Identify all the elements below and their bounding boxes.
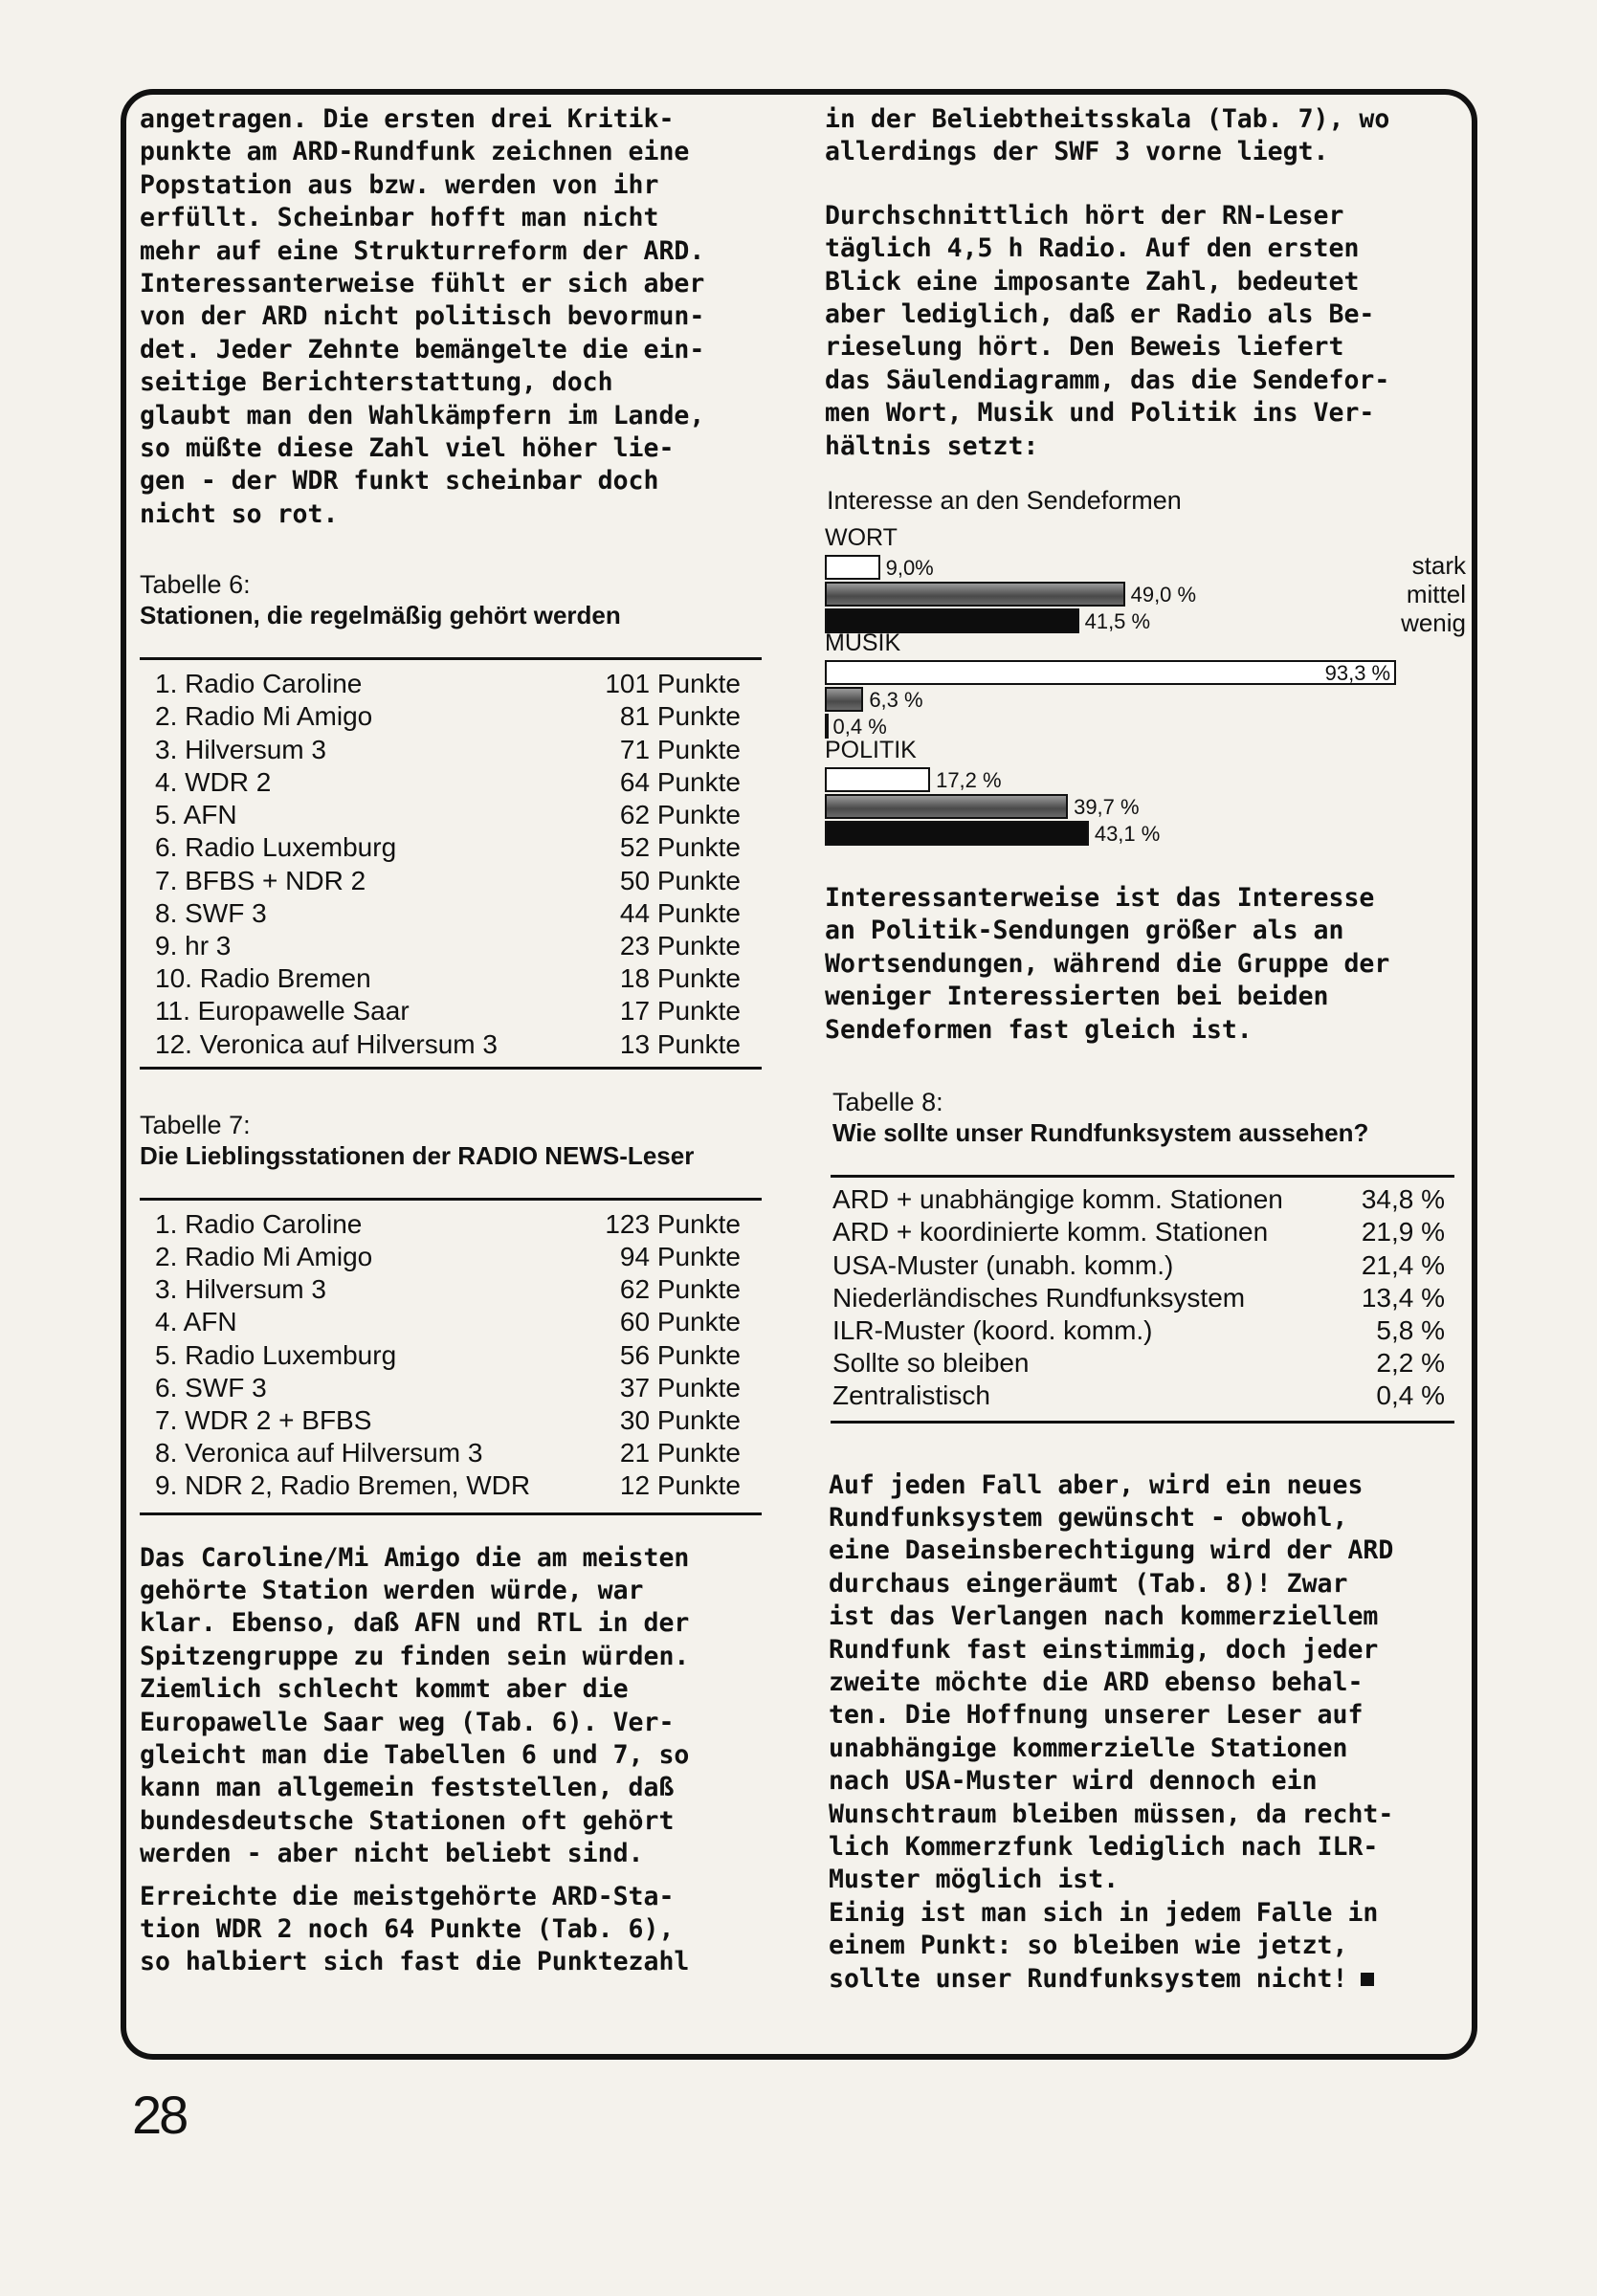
table7-top-rule [140,1198,762,1201]
row-value: 30 Punkte [619,1404,741,1435]
text-line: ten. Die Hoffnung unserer Leser auf [829,1700,1364,1731]
row-value: 18 Punkte [619,963,741,994]
text-line: so müßte diese Zahl viel höher lie- [140,433,675,464]
table8-label: Tabelle 8: [832,1088,943,1117]
text-line: einem Punkt: so bleiben wie jetzt, [829,1931,1348,1961]
row-value: 60 Punkte [619,1307,741,1337]
table-row [155,995,741,1027]
row-value: 34,8 % [1361,1184,1445,1215]
table-row [155,1469,741,1502]
text-line: Wunschtraum bleiben müssen, da recht- [829,1799,1394,1829]
table-row [832,1380,1445,1412]
text-line: lich Kommerzfunk lediglich nach ILR- [829,1831,1379,1862]
table7-bottom-rule [140,1512,762,1515]
text-line: unabhängige kommerzielle Stationen [829,1733,1348,1763]
text-line: glaubt man den Wahlkämpfern im Lande, [140,400,705,430]
table8-top-rule [831,1175,1454,1178]
table-row [832,1347,1445,1380]
table-row [155,1404,741,1437]
table-row [155,766,741,799]
table8-title: Wie sollte unser Rundfunksystem aussehen? [832,1118,1369,1148]
text-line: in der Beliebtheitsskala (Tab. 7), wo [825,104,1390,134]
row-value: 37 Punkte [619,1372,741,1402]
text-line: seitige Berichterstattung, doch [140,367,613,398]
category-label: POLITIK [825,737,917,764]
text-line: Einig ist man sich in jedem Falle in [829,1897,1379,1928]
row-name: 9. hr 3 [155,930,232,960]
text-line: hältnis setzt: [825,430,1039,461]
row-value: 44 Punkte [619,897,741,928]
bar-stark [825,767,930,792]
page-number: 28 [132,2085,187,2145]
bar-value-label: 49,0 % [1130,583,1197,607]
interest-bar-chart [825,486,1466,869]
text-line: allerdings der SWF 3 vorne liegt. [825,137,1329,167]
right-intro-text [825,103,1466,169]
table6-label: Tabelle 6: [140,570,251,600]
table-row [155,799,741,831]
chart-title: Interesse an den Sendeformen [827,486,1182,516]
row-name: 5. AFN [155,800,237,830]
row-name: 9. NDR 2, Radio Bremen, WDR [155,1470,531,1501]
bar-value-label: 6,3 % [869,688,923,713]
row-name: 3. Hilversum 3 [155,734,326,764]
text-line: Popstation aus bzw. werden von ihr [140,169,659,200]
row-value: 50 Punkte [619,865,741,895]
row-name: 3. Hilversum 3 [155,1274,326,1305]
bar-value-label: 93,3 % [1324,661,1391,686]
row-value: 101 Punkte [605,669,741,699]
row-value: 2,2 % [1376,1348,1445,1379]
row-value: 5,8 % [1376,1314,1445,1345]
final-line [829,1963,1466,1996]
table6-bottom-rule [140,1067,762,1070]
table-row [155,1028,741,1061]
table-row [155,1241,741,1273]
text-line: punkte am ARD-Rundfunk zeichnen eine [140,137,690,167]
row-value: 56 Punkte [619,1339,741,1370]
bar-value-label: 43,1 % [1094,822,1161,847]
table7-label: Tabelle 7: [140,1110,251,1139]
text-line: Wortsendungen, während die Gruppe der [825,948,1390,979]
text-line: Das Caroline/Mi Amigo die am meisten [140,1542,690,1573]
row-name: ILR-Muster (koord. komm.) [832,1314,1153,1345]
row-value: 0,4 % [1376,1380,1445,1411]
text-line: eine Daseinsberechtigung wird der ARD [829,1535,1394,1566]
text-line: ist das Verlangen nach kommerziellem [829,1601,1379,1632]
row-name: 5. Radio Luxemburg [155,1339,397,1370]
bar-value-label: 0,4 % [832,715,887,740]
text-line: Sendeformen fast gleich ist. [825,1014,1253,1045]
category-label: WORT [825,524,898,552]
table-row [155,831,741,864]
text-line: Interessanterweise ist das Interesse [825,883,1375,914]
text-line: aber lediglich, daß er Radio als Be- [825,299,1375,330]
table6-caption [140,569,762,630]
table-row [832,1314,1445,1347]
bar-stark [825,660,1396,685]
text-line: Auf jeden Fall aber, wird ein neues [829,1469,1364,1500]
row-value: 21,4 % [1361,1249,1445,1280]
left-para2 [140,1881,762,1979]
row-name: 6. SWF 3 [155,1372,267,1402]
table-row [155,1437,741,1469]
bar-value-label: 9,0% [885,556,934,581]
text-line: durchaus eingeräumt (Tab. 8)! Zwar [829,1568,1348,1599]
table6-title: Stationen, die regelmäßig gehört werden [140,601,621,630]
text-line: klar. Ebenso, daß AFN und RTL in der [140,1608,690,1639]
bar-value-label: 41,5 % [1084,609,1151,634]
row-name: Niederländisches Rundfunksystem [832,1282,1246,1313]
text-line: werden - aber nicht beliebt sind. [140,1839,644,1869]
text-line: rieselung hört. Den Beweis liefert [825,332,1344,363]
text-line: gleicht man die Tabellen 6 und 7, so [140,1739,690,1770]
category-label: MUSIK [825,629,901,657]
text-line: von der ARD nicht politisch bevormun- [140,301,705,332]
table-row [155,1372,741,1404]
text-line: det. Jeder Zehnte bemängelte die ein- [140,334,705,364]
table7-caption [140,1110,762,1171]
row-name: ARD + koordinierte komm. Stationen [832,1217,1269,1247]
text-line: zweite möchte die ARD ebenso behal- [829,1667,1364,1697]
row-name: 8. Veronica auf Hilversum 3 [155,1438,483,1468]
bar-wenig [825,714,829,739]
table-row [155,897,741,930]
row-value: 52 Punkte [619,832,741,863]
row-name: 11. Europawelle Saar [155,996,410,1027]
row-name: 2. Radio Mi Amigo [155,1241,373,1271]
table8-bottom-rule [831,1421,1454,1424]
text-line: mehr auf eine Strukturreform der ARD. [140,235,705,266]
text-line: Muster möglich ist. [829,1865,1120,1895]
text-line: nicht so rot. [140,498,339,529]
row-name: ARD + unabhängige komm. Stationen [832,1184,1283,1215]
table-row [832,1183,1445,1216]
row-name: Sollte so bleiben [832,1348,1030,1379]
bar-mittel [825,794,1068,819]
table8 [832,1183,1445,1412]
row-name: 4. WDR 2 [155,766,272,797]
bar-mittel [825,582,1125,607]
table-row [155,1273,741,1306]
text-line: sollte unser Rundfunksystem nicht! [829,1963,1348,1994]
text-line: Durchschnittlich hört der RN-Leser [825,200,1344,231]
row-value: 123 Punkte [605,1208,741,1239]
table-row [155,962,741,995]
row-name: 7. WDR 2 + BFBS [155,1404,372,1435]
text-line: das Säulendiagramm, das die Sendefor- [825,364,1390,395]
row-name: 7. BFBS + NDR 2 [155,865,366,895]
text-line: erfüllt. Scheinbar hofft man nicht [140,203,659,233]
left-column [140,103,762,1979]
text-line: gen - der WDR funkt scheinbar doch [140,466,659,497]
text-line: Erreichte die meistgehörte ARD-Sta- [140,1881,675,1911]
row-value: 21 Punkte [619,1438,741,1468]
table-row [155,930,741,962]
row-name: 4. AFN [155,1307,237,1337]
text-line: weniger Interessierten bei beiden [825,982,1329,1012]
table-row [155,734,741,766]
text-line: angetragen. Die ersten drei Kritik- [140,104,675,134]
chart-legend [1401,551,1466,637]
table7-title: Die Lieblingsstationen der RADIO NEWS-Leser [140,1140,695,1170]
row-name: 1. Radio Caroline [155,669,363,699]
text-line: nach USA-Muster wird dennoch ein [829,1766,1318,1797]
row-value: 21,9 % [1361,1217,1445,1247]
bar-value-label: 39,7 % [1074,795,1140,820]
row-value: 62 Punkte [619,800,741,830]
row-name: 8. SWF 3 [155,897,267,928]
text-line: Rundfunksystem gewünscht - obwohl, [829,1502,1348,1533]
table6-top-rule [140,657,762,660]
table-row [155,1306,741,1338]
row-name: USA-Muster (unabh. komm.) [832,1249,1174,1280]
table-row [155,1339,741,1372]
row-name: 10. Radio Bremen [155,963,371,994]
row-value: 23 Punkte [619,930,741,960]
text-line: Interessanterweise fühlt er sich aber [140,269,705,299]
table-row [155,1208,741,1241]
text-line: Rundfunk fast einstimmig, doch jeder [829,1634,1379,1665]
text-line: kann man allgemein feststellen, daß [140,1773,675,1803]
right-closing [829,1469,1466,1997]
right-para [825,200,1466,463]
row-value: 71 Punkte [619,734,741,764]
row-name: 1. Radio Caroline [155,1208,363,1239]
row-value: 12 Punkte [619,1470,741,1501]
table7 [155,1208,741,1503]
text-line: tion WDR 2 noch 64 Punkte (Tab. 6), [140,1914,675,1945]
row-value: 81 Punkte [619,701,741,732]
table-row [155,700,741,733]
row-value: 13 Punkte [619,1028,741,1059]
legend-entry: mittel [1406,580,1466,609]
row-value: 64 Punkte [619,766,741,797]
table8-caption [832,1087,1466,1148]
row-name: Zentralistisch [832,1380,990,1411]
text-line: Ziemlich schlecht kommt aber die [140,1674,629,1705]
bar-wenig [825,821,1089,846]
end-square-icon [1361,1973,1374,1986]
text-line: Blick eine imposante Zahl, bedeutet [825,266,1360,297]
table-row [155,668,741,700]
row-value: 13,4 % [1361,1282,1445,1313]
bar-value-label: 17,2 % [936,768,1002,793]
right-column [825,103,1466,1996]
text-line: so halbiert sich fast die Punktezahl [140,1947,690,1977]
legend-entry: stark [1411,551,1466,581]
table-row [832,1282,1445,1314]
row-name: 12. Veronica auf Hilversum 3 [155,1028,498,1059]
legend-entry: wenig [1401,608,1466,638]
row-value: 94 Punkte [619,1241,741,1271]
bar-mittel [825,687,863,712]
right-after-chart [825,882,1466,1047]
table-row [155,865,741,897]
row-value: 17 Punkte [619,996,741,1027]
text-line: gehörte Station werden würde, war [140,1575,644,1605]
row-value: 62 Punkte [619,1274,741,1305]
text-line: an Politik-Sendungen größer als an [825,916,1344,946]
text-line: täglich 4,5 h Radio. Auf den ersten [825,233,1360,264]
left-para1 [140,1542,762,1871]
table-row [832,1249,1445,1282]
text-line: men Wort, Musik und Politik ins Ver- [825,398,1375,429]
bar-stark [825,555,880,580]
left-intro-text [140,103,762,531]
text-line: bundesdeutsche Stationen oft gehört [140,1805,675,1836]
row-name: 2. Radio Mi Amigo [155,701,373,732]
table-row [832,1216,1445,1248]
text-line: Europawelle Saar weg (Tab. 6). Ver- [140,1707,675,1737]
table6 [155,668,741,1060]
text-line: Spitzengruppe zu finden sein würden. [140,1641,690,1671]
row-name: 6. Radio Luxemburg [155,832,397,863]
